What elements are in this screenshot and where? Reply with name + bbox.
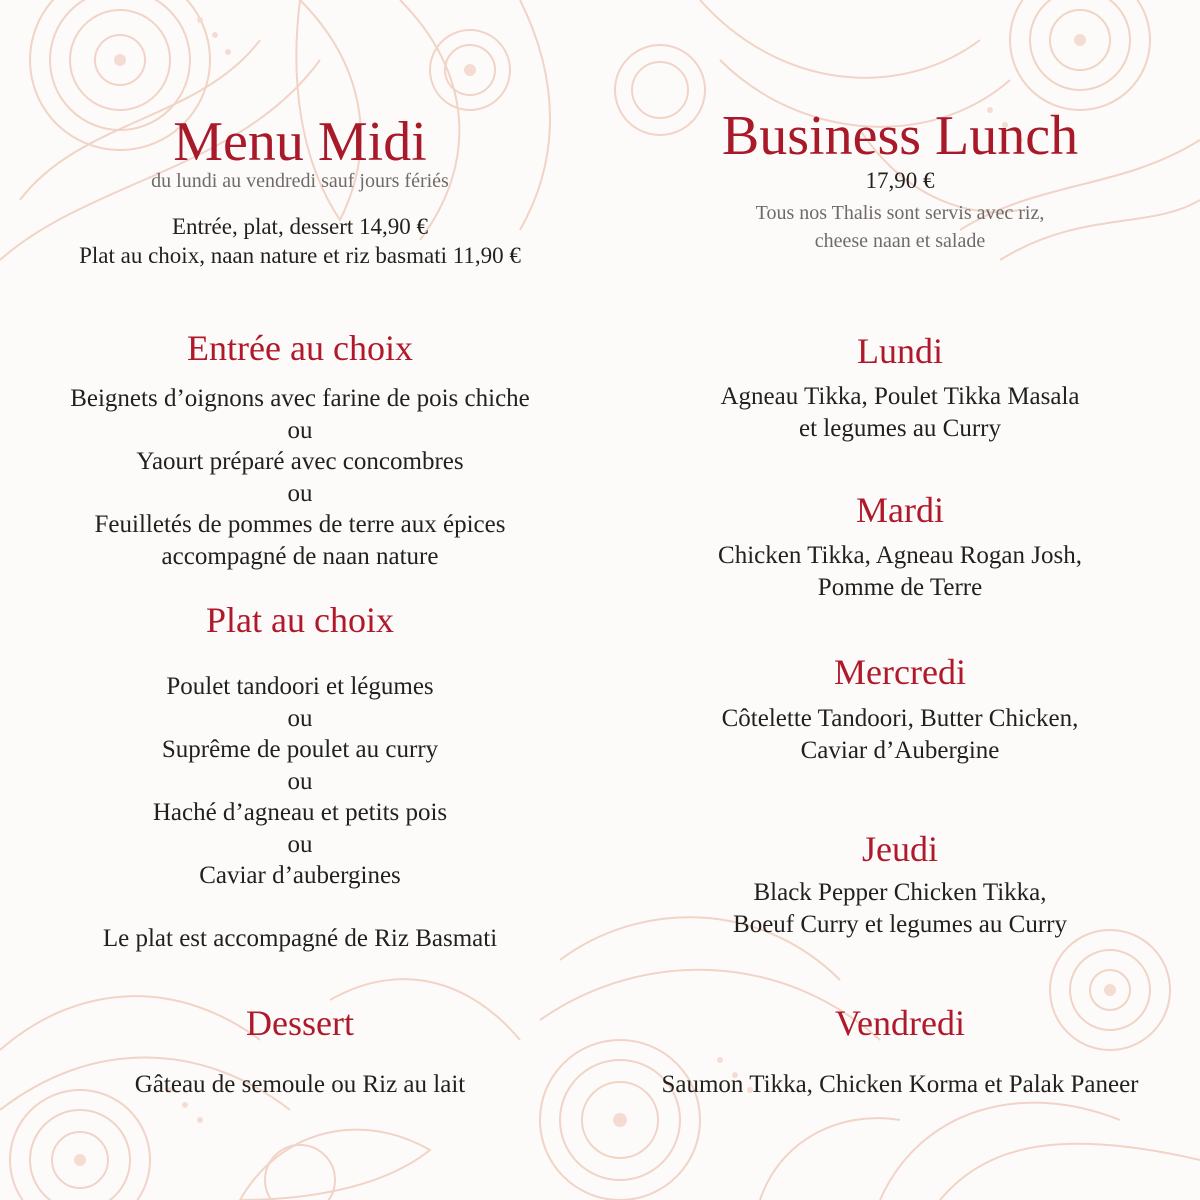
menu-midi-subtitle: du lundi au vendredi sauf jours fériés [151, 170, 449, 192]
plat-line: ou [287, 767, 313, 795]
dish-line: Black Pepper Chicken Tikka, [753, 879, 1047, 906]
plat-section-title: Plat au choix [206, 600, 394, 640]
day-dishes-mardi [600, 540, 1200, 603]
entree-list [0, 383, 600, 572]
menu-midi-title: Menu Midi [173, 111, 427, 173]
entree-line: Beignets d’oignons avec farine de pois chiche [70, 385, 530, 412]
dish-line: et legumes au Curry [798, 414, 1002, 442]
dessert-text: Gâteau de semoule ou Riz au lait [134, 1071, 466, 1098]
day-title-jeudi: Jeudi [862, 829, 938, 869]
dish-line: Caviar d’Aubergine [800, 736, 1000, 764]
pricing-line: Entrée, plat, dessert 14,90 € [171, 214, 429, 239]
dish-line: Boeuf Curry et legumes au Curry [733, 910, 1067, 938]
plat-list [0, 671, 600, 892]
entree-line: ou [287, 416, 313, 444]
note-line: Tous nos Thalis sont servis avec riz, [755, 202, 1045, 224]
day-dishes-jeudi [600, 877, 1200, 940]
menu-midi-pricing [0, 212, 600, 270]
day-title-mercredi: Mercredi [834, 652, 966, 692]
day-title-vendredi: Vendredi [835, 1003, 965, 1043]
day-title-mardi: Mardi [856, 490, 944, 530]
dish-line: Chicken Tikka, Agneau Rogan Josh, [718, 542, 1082, 569]
note-line: cheese naan et salade [814, 230, 986, 252]
entree-line: Feuilletés de pommes de terre aux épices [94, 511, 506, 538]
plat-line: ou [287, 704, 313, 732]
business-lunch-title: Business Lunch [721, 105, 1079, 167]
business-lunch-price: 17,90 € [865, 168, 935, 193]
plat-line: ou [287, 830, 313, 858]
plat-line: Haché d’agneau et petits pois [152, 799, 448, 826]
dish-line: Côtelette Tandoori, Butter Chicken, [721, 705, 1079, 732]
day-dishes-lundi [600, 381, 1200, 444]
plat-note: Le plat est accompagné de Riz Basmati [102, 925, 498, 952]
business-lunch-note [600, 199, 1200, 255]
dessert-section-title: Dessert [246, 1003, 354, 1043]
plat-line: Poulet tandoori et légumes [166, 673, 434, 700]
entree-line: accompagné de naan nature [161, 542, 439, 570]
entree-line: Yaourt préparé avec concombres [136, 448, 464, 475]
day-dishes-mercredi [600, 703, 1200, 766]
day-title-lundi: Lundi [857, 331, 943, 371]
day-dishes-vendredi [600, 1069, 1200, 1101]
pricing-line: Plat au choix, naan nature et riz basmati 11,90 € [79, 243, 521, 268]
dish-line: Agneau Tikka, Poulet Tikka Masala [720, 383, 1080, 410]
plat-line: Suprême de poulet au curry [161, 736, 439, 763]
dish-line: Pomme de Terre [817, 573, 983, 601]
entree-line: ou [287, 479, 313, 507]
entree-section-title: Entrée au choix [187, 328, 413, 368]
plat-line: Caviar d’aubergines [199, 862, 401, 889]
dish-line: Saumon Tikka, Chicken Korma et Palak Paneer [661, 1071, 1139, 1098]
